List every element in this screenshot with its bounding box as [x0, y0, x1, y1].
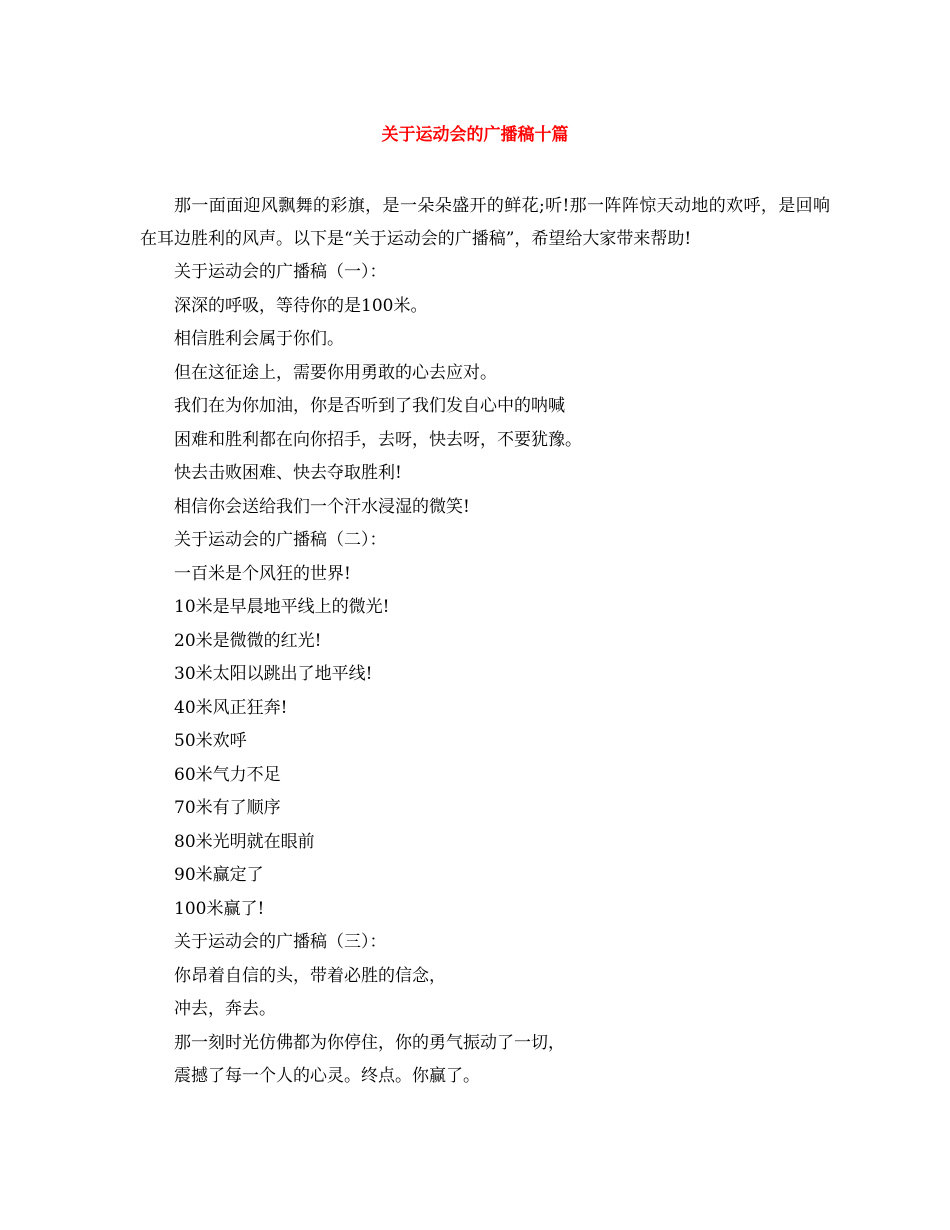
text-line: 深深的呼吸，等待你的是100米。: [174, 295, 428, 316]
text-line: 50米欢呼: [174, 731, 247, 751]
text-line: 100米赢了!: [174, 898, 265, 919]
text-line: 快去击败困难、快去夺取胜利!: [174, 463, 402, 483]
text-line: 我们在为你加油，你是否听到了我们发自心中的呐喊: [174, 396, 565, 416]
intro-paragraph: 那一面面迎风飘舞的彩旗，是一朵朵盛开的鲜花;听!那一阵阵惊天动地的欢呼，是回响在耳边胜利的风声。以下是“关于运动会的广播稿”，希望给大家带来帮助!: [140, 196, 830, 249]
text-line: 90米赢定了: [174, 865, 264, 885]
text-line: 70米有了顺序: [174, 798, 281, 818]
text-line: 震撼了每一个人的心灵。终点。你赢了。: [174, 1066, 480, 1086]
text-line: 20米是微微的红光!: [174, 630, 322, 651]
text-line: 80米光明就在眼前: [174, 831, 315, 852]
text-line: 相信你会送给我们一个汗水浸湿的微笑!: [174, 496, 470, 517]
text-line: 关于运动会的广播稿（三）：: [174, 932, 387, 952]
text-line: 40米风正狂奔!: [174, 697, 288, 718]
text-line: 一百米是个风狂的世界!: [174, 563, 351, 584]
text-line: 30米太阳以跳出了地平线!: [174, 664, 373, 684]
text-line: 关于运动会的广播稿（二）：: [174, 530, 387, 550]
document-body: [140, 190, 830, 1094]
document-title: 关于运动会的广播稿十篇: [381, 125, 569, 145]
text-line: 关于运动会的广播稿（一）：: [174, 262, 387, 282]
text-line: 60米气力不足: [174, 764, 281, 785]
text-line: 但在这征途上，需要你用勇敢的心去应对。: [174, 362, 497, 383]
text-line: 冲去，奔去。: [174, 999, 276, 1019]
text-line: 相信胜利会属于你们。: [174, 329, 344, 349]
text-line: 那一刻时光仿佛都为你停住，你的勇气振动了一切，: [174, 1032, 565, 1053]
text-line: 10米是早晨地平线上的微光!: [174, 597, 390, 617]
text-line: 你昂着自信的头，带着必胜的信念，: [174, 965, 446, 986]
text-line: 困难和胜利都在向你招手，去呀，快去呀，不要犹豫。: [174, 429, 582, 450]
